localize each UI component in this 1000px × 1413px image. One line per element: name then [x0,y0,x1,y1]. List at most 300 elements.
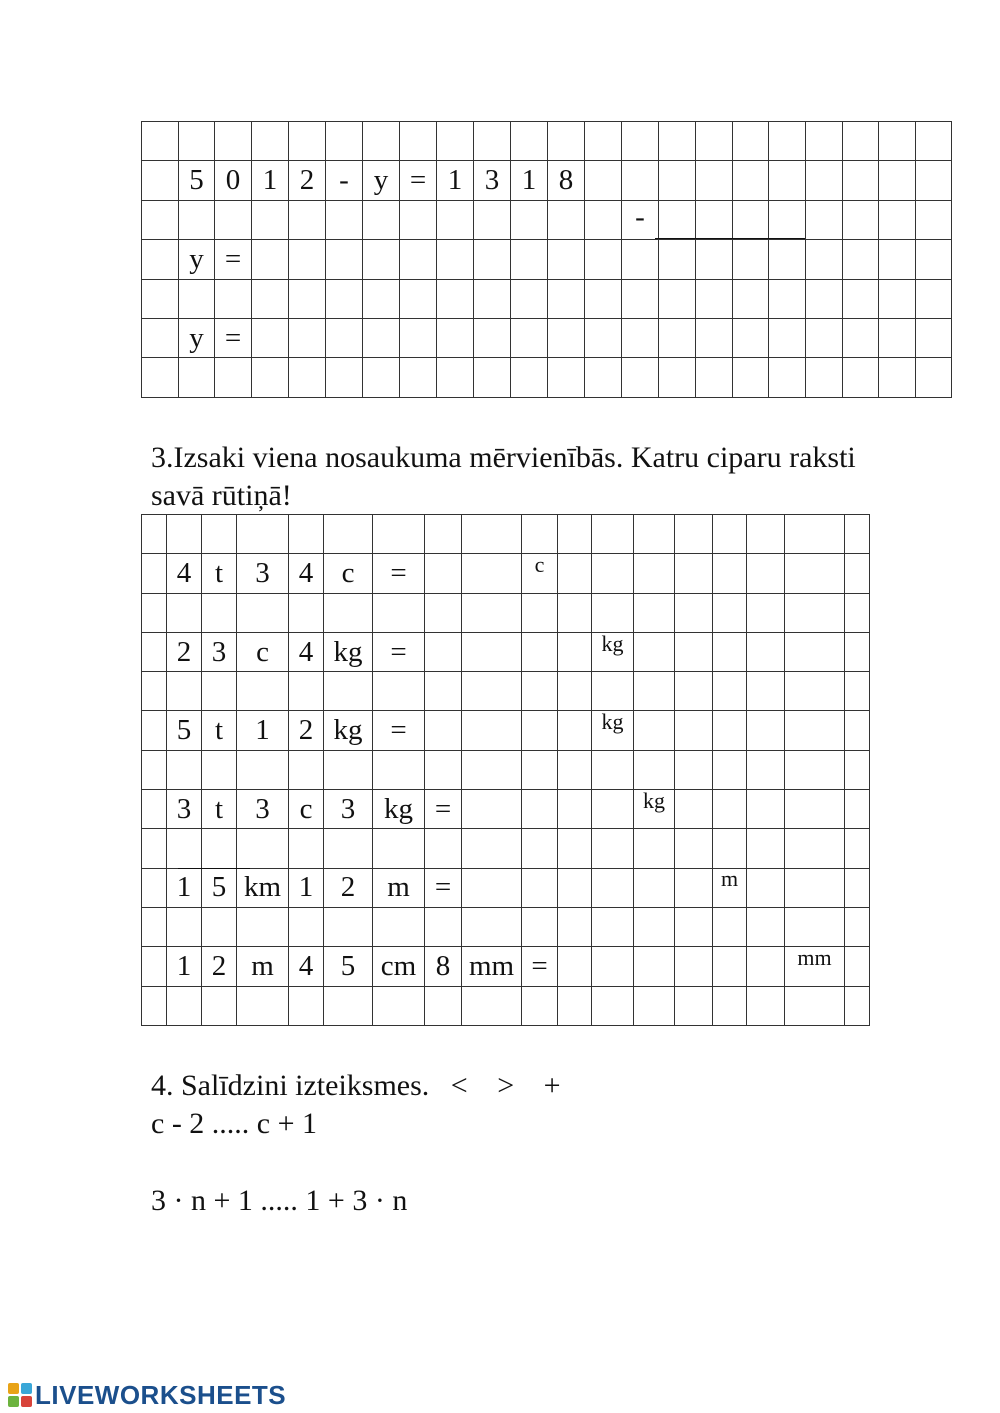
grid-cell [202,986,237,1025]
grid-cell [324,750,373,789]
grid-cell [845,750,870,789]
grid-cell [675,829,713,868]
grid-cell [437,240,474,279]
grid-cell [845,711,870,750]
grid-cell [400,279,437,318]
grid-cell [558,632,592,671]
grid-cell [696,240,733,279]
grid-cell [585,279,622,318]
grid-cell [879,240,916,279]
grid-cell [806,200,843,239]
grid-cell [326,240,363,279]
grid-cell [845,554,870,593]
grid-cell [916,161,952,200]
grid-cell [167,672,202,711]
grid-cell [522,986,558,1025]
grid-cell [713,907,747,946]
grid-cell [747,515,785,554]
grid-cell [237,907,289,946]
grid-cell: 1 [167,947,202,986]
grid-cell: 2 [289,711,324,750]
grid-cell [785,711,845,750]
grid-cell [675,593,713,632]
grid-cell [592,947,634,986]
grid-cell [373,986,425,1025]
plus-symbol: + [543,1069,561,1102]
grid-cell [425,554,462,593]
grid-cell [462,750,522,789]
grid-cell [585,358,622,397]
grid-cell [713,672,747,711]
grid-cell [522,672,558,711]
grid-cell [713,947,747,986]
grid-cell [202,515,237,554]
grid-cell [142,122,179,161]
grid-cell: 2 [324,868,373,907]
grid-cell [462,986,522,1025]
grid-cell [400,318,437,357]
grid-cell: c [324,554,373,593]
grid-row [142,711,870,750]
grid-cell [785,907,845,946]
grid-cell [363,358,400,397]
grid-cell [592,790,634,829]
grid-cell [634,711,675,750]
grid-cell [289,829,324,868]
grid-cell [425,515,462,554]
grid-cell [879,358,916,397]
grid-cell [202,907,237,946]
grid-cell [324,672,373,711]
grid-cell [843,161,879,200]
grid-cell [289,672,324,711]
grid-cell [462,907,522,946]
answer-unit-label: kg [643,787,665,813]
grid-cell [522,551,558,593]
grid-cell [462,711,522,750]
grid-cell [522,711,558,750]
grid-cell [522,790,558,829]
grid-cell [696,358,733,397]
grid-cell [548,279,585,318]
grid-cell [237,829,289,868]
grid-cell: 3 [474,161,511,200]
grid-cell [675,790,713,829]
grid-row [142,279,952,318]
task4-heading-text: 4. Salīdzini izteiksmes. [151,1069,430,1102]
grid-cell [237,515,289,554]
grid-cell [142,554,167,593]
grid-cell [400,200,437,239]
grid-cell [237,672,289,711]
grid-cell: y [179,240,215,279]
grid-cell [522,515,558,554]
grid-cell [733,358,769,397]
grid-cell [142,672,167,711]
grid-row [142,318,952,357]
grid-cell [202,750,237,789]
grid-cell [845,515,870,554]
grid-cell [634,750,675,789]
grid-cell [558,829,592,868]
grid-cell [324,986,373,1025]
grid-cell [747,868,785,907]
grid-cell [845,632,870,671]
grid-cell [373,593,425,632]
grid-cell: 1 [167,868,202,907]
grid-cell [373,515,425,554]
grid-cell [733,200,769,239]
grid-row [142,907,870,946]
grid-cell [289,122,326,161]
grid-cell: 3 [324,790,373,829]
grid-cell [373,907,425,946]
greater-than-symbol: > [497,1069,515,1102]
grid-cell [592,907,634,946]
grid-cell: = [373,711,425,750]
grid-cell: m [237,947,289,986]
grid-cell [785,944,845,986]
grid-cell [747,672,785,711]
grid-cell [675,711,713,750]
grid-cell [634,632,675,671]
grid-cell [747,632,785,671]
grid-cell: 1 [437,161,474,200]
grid-cell [843,240,879,279]
grid-cell [142,279,179,318]
grid-cell [558,907,592,946]
comparison-expression-1: c - 2 ..... c + 1 [151,1107,318,1140]
task3-instruction-line1: 3.Izsaki viena nosaukuma mērvienībās. Katru ciparu raksti [151,441,856,474]
grid-cell: = [522,947,558,986]
grid-cell [373,672,425,711]
grid-cell [843,279,879,318]
grid-cell [548,122,585,161]
grid-cell [916,318,952,357]
grid-cell [425,711,462,750]
grid-cell [713,829,747,868]
grid-cell [785,554,845,593]
grid-cell [696,318,733,357]
grid-cell [522,750,558,789]
grid-cell: 1 [511,161,548,200]
grid-cell: 3 [167,790,202,829]
grid-cell [425,593,462,632]
answer-unit-label: kg [601,630,624,656]
grid-cell [142,593,167,632]
grid-row [142,790,870,829]
grid-cell [622,122,659,161]
grid-cell: 1 [237,711,289,750]
grid-cell: kg [324,711,373,750]
grid-cell [363,240,400,279]
grid-cell [806,122,843,161]
grid-cell [634,947,675,986]
grid-cell [592,868,634,907]
grid-cell: 5 [202,868,237,907]
grid-row [142,829,870,868]
grid-cell [733,122,769,161]
grid-cell [845,829,870,868]
grid-cell [179,279,215,318]
grid-cell [142,986,167,1025]
grid-cell [713,711,747,750]
grid-cell [522,868,558,907]
grid-cell [634,672,675,711]
grid-row [142,358,952,397]
grid-cell [785,986,845,1025]
grid-cell [326,122,363,161]
answer-unit-label: m [720,866,739,892]
grid-cell [462,593,522,632]
grid-cell [659,318,696,357]
grid-cell [462,790,522,829]
grid-cell [252,358,289,397]
grid-cell: 5 [167,711,202,750]
grid-cell [916,200,952,239]
grid-cell [592,554,634,593]
grid-cell [806,318,843,357]
grid-cell [675,868,713,907]
grid-cell [634,787,675,829]
answer-unit-label: c [534,551,545,577]
grid-cell [675,750,713,789]
grid-cell [437,318,474,357]
grid-cell [879,122,916,161]
grid-cell [474,318,511,357]
grid-cell [558,790,592,829]
grid-cell [747,986,785,1025]
grid-cell: = [373,554,425,593]
grid-cell [474,279,511,318]
grid-cell [675,907,713,946]
answer-unit-label: mm [797,944,832,970]
grid-cell [558,554,592,593]
grid-cell [747,790,785,829]
grid-cell [622,358,659,397]
grid-cell [916,240,952,279]
grid-cell [592,750,634,789]
grid-cell [425,750,462,789]
grid-cell [215,279,252,318]
grid-cell [713,593,747,632]
grid-cell [462,632,522,671]
grid-cell [142,358,179,397]
grid-cell [634,907,675,946]
grid-cell [202,672,237,711]
grid-cell: 4 [167,554,202,593]
grid-cell [548,318,585,357]
grid-cell: = [215,318,252,357]
grid-cell [558,986,592,1025]
grid-cell [558,750,592,789]
grid-cell [769,200,806,239]
grid-cell [879,200,916,239]
grid-cell [363,279,400,318]
grid-cell [785,750,845,789]
grid-cell [289,593,324,632]
grid-cell [659,240,696,279]
grid-cell [289,358,326,397]
grid-cell: y [363,161,400,200]
grid-cell [733,279,769,318]
grid-cell [634,593,675,632]
grid-cell [167,593,202,632]
underline-mark [655,238,805,239]
grid-cell [769,161,806,200]
grid-cell [437,358,474,397]
grid-cell [462,515,522,554]
grid-cell [916,122,952,161]
grid-cell [634,868,675,907]
grid-cell: - [622,200,659,239]
task3-instruction-line2: savā rūtiņā! [151,479,292,512]
grid-cell [634,554,675,593]
grid-cell [785,593,845,632]
grid-cell [585,240,622,279]
grid-cell [845,947,870,986]
grid-cell [511,318,548,357]
grid-cell [558,593,592,632]
grid-cell [769,122,806,161]
grid-cell [696,161,733,200]
grid-cell [592,515,634,554]
grid-cell [142,200,179,239]
grid-cell [585,200,622,239]
grid-cell: 3 [237,554,289,593]
grid-row [142,200,952,239]
grid-cell [252,200,289,239]
grid-cell [142,711,167,750]
grid-cell [592,672,634,711]
grid-cell [373,750,425,789]
grid-cell [511,200,548,239]
grid-cell [845,593,870,632]
grid-cell [179,122,215,161]
grid-cell [511,279,548,318]
grid-cell: = [373,632,425,671]
grid-cell [142,632,167,671]
grid-cell [845,868,870,907]
grid-cell [437,122,474,161]
grid-row [142,122,952,161]
grid-cell [659,358,696,397]
grid-cell: 2 [167,632,202,671]
grid-cell: c [237,632,289,671]
grid-cell [252,240,289,279]
grid-cell [845,907,870,946]
grid-cell [142,947,167,986]
grid-cell [142,161,179,200]
liveworksheets-logo [8,1380,286,1410]
grid-cell [696,122,733,161]
grid-cell [425,632,462,671]
grid-cell [585,318,622,357]
grid-cell [474,240,511,279]
grid-cell [585,161,622,200]
grid-cell [634,829,675,868]
grid-cell: 2 [289,161,326,200]
grid-cell [592,986,634,1025]
grid-cell [747,829,785,868]
grid-cell [326,358,363,397]
grid-cell: mm [462,947,522,986]
equation-grid [141,121,952,398]
grid-cell [326,279,363,318]
grid-cell [425,986,462,1025]
grid-cell: km [237,868,289,907]
grid-cell [713,868,747,907]
grid-cell [747,593,785,632]
grid-cell [289,515,324,554]
grid-cell [167,907,202,946]
grid-cell [713,554,747,593]
grid-cell: 0 [215,161,252,200]
unit-conversion-grid [141,514,870,1026]
grid-cell: 4 [289,947,324,986]
grid-cell: m [373,868,425,907]
grid-cell [179,200,215,239]
grid-cell [289,750,324,789]
grid-cell [167,986,202,1025]
grid-row [142,554,870,593]
grid-cell [845,672,870,711]
grid-cell: 5 [324,947,373,986]
grid-cell [142,868,167,907]
grid-cell [522,907,558,946]
grid-cell: 1 [252,161,289,200]
grid-cell [237,593,289,632]
grid-cell [733,318,769,357]
grid-cell [548,200,585,239]
grid-cell [843,122,879,161]
grid-cell [592,829,634,868]
grid-cell [558,711,592,750]
grid-cell [437,200,474,239]
grid-row [142,750,870,789]
grid-cell [202,593,237,632]
grid-cell: = [400,161,437,200]
grid-row [142,515,870,554]
grid-cell [142,829,167,868]
grid-cell [215,358,252,397]
grid-cell [474,200,511,239]
grid-cell [462,554,522,593]
grid-cell: 3 [202,632,237,671]
grid-cell [511,122,548,161]
grid-cell [326,200,363,239]
grid-cell: c [289,790,324,829]
grid-cell [558,515,592,554]
grid-cell: 1 [289,868,324,907]
grid-cell [558,868,592,907]
grid-cell [713,986,747,1025]
grid-cell [845,790,870,829]
grid-cell [659,161,696,200]
grid-cell [675,672,713,711]
grid-cell [373,829,425,868]
grid-cell: 8 [548,161,585,200]
grid-cell: = [215,240,252,279]
grid-cell [522,829,558,868]
grid-cell [202,829,237,868]
grid-cell [142,240,179,279]
grid-cell [785,790,845,829]
grid-row [142,947,870,986]
grid-cell [592,632,634,671]
grid-cell [462,868,522,907]
grid-cell [696,200,733,239]
